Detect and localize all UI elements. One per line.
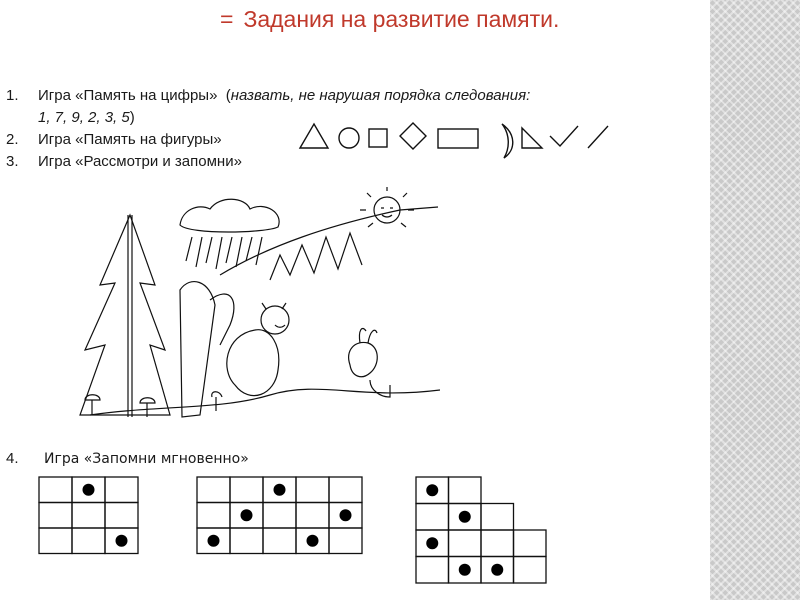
grid-cell: [39, 528, 72, 554]
memory-grid-1: [38, 476, 142, 556]
grid-cell: [72, 528, 105, 554]
task-1: 1. Игра «Память на цифры» (назвать, не нарушая порядка следования:: [6, 87, 531, 104]
forest-scene-illustration: [70, 185, 440, 430]
triangle-shape: [300, 124, 328, 148]
grid-cell: [230, 477, 263, 503]
grid-dot: [116, 535, 128, 547]
page-title: [220, 6, 559, 33]
grid-dot: [83, 484, 95, 496]
grid-dot: [426, 537, 438, 549]
square-shape: [369, 129, 387, 147]
grid-cell: [329, 477, 362, 503]
grid-dot: [274, 484, 286, 496]
grid-cell: [514, 530, 547, 557]
grid-dot: [459, 564, 471, 576]
tree-left: [80, 215, 170, 415]
crescent-shape: [502, 124, 513, 158]
task-2: [6, 130, 222, 150]
memory-grid-2: [196, 476, 364, 556]
task-1-digits: 1, 7, 9, 2, 3, 5: [38, 109, 130, 126]
task-1-label: Игра «Память на цифры»: [38, 87, 218, 104]
grid-cell: [263, 528, 296, 554]
line-shape: [588, 126, 608, 148]
task-1-continuation: 1, 7, 9, 2, 3, 5): [38, 109, 135, 126]
bear: [227, 330, 279, 396]
grid-dot: [208, 535, 220, 547]
grid-cell: [72, 503, 105, 529]
title-text: Задания на развитие памяти.: [243, 6, 560, 32]
task-2-number: 2.: [6, 131, 19, 148]
grid-cell: [514, 557, 547, 584]
task-1-note: назвать, не нарушая порядка следования:: [230, 87, 531, 104]
grid-cell: [197, 477, 230, 503]
grid-dot: [241, 509, 253, 521]
hare: [349, 342, 378, 376]
shape-sequence: [298, 118, 618, 160]
task-4-number: 4.: [6, 450, 19, 467]
hill-trees: [270, 233, 362, 280]
grid-dot: [307, 535, 319, 547]
task-3: [6, 152, 242, 172]
task-4-label: Игра «Запомни мгновенно»: [44, 451, 249, 467]
right-triangle-shape: [522, 128, 542, 148]
grid-cell: [481, 504, 514, 531]
grid-dot: [491, 564, 503, 576]
tree-trunk: [180, 282, 215, 417]
task-3-label: Игра «Рассмотри и запомни»: [38, 153, 242, 170]
title-equals-sign: =: [220, 6, 234, 32]
grid-cell: [481, 530, 514, 557]
task-3-number: 3.: [6, 153, 19, 170]
side-decoration-strip: [710, 0, 800, 600]
grid-cell: [105, 503, 138, 529]
rhombus-shape: [400, 123, 426, 149]
circle-shape: [339, 128, 359, 148]
task-2-label: Игра «Память на фигуры»: [38, 131, 222, 148]
grid-cell: [230, 528, 263, 554]
grid-cell: [197, 503, 230, 529]
task-1-number: 1.: [6, 87, 19, 104]
grid-cell: [39, 503, 72, 529]
check-mark-shape: [550, 126, 578, 146]
grid-cell: [449, 530, 482, 557]
rectangle-shape: [438, 129, 478, 148]
grid-cell: [105, 477, 138, 503]
grid-cell: [416, 557, 449, 584]
grid-cell: [296, 477, 329, 503]
grid-dot: [340, 509, 352, 521]
grid-dot: [459, 511, 471, 523]
grid-cell: [449, 477, 482, 504]
task-4: [6, 450, 249, 467]
grid-cell: [329, 528, 362, 554]
grid-cell: [416, 504, 449, 531]
grid-cell: [296, 503, 329, 529]
memory-grid-3: [415, 476, 547, 584]
grid-dot: [426, 484, 438, 496]
cloud: [180, 199, 279, 232]
grid-cell: [39, 477, 72, 503]
grid-cell: [263, 503, 296, 529]
sun: [374, 197, 400, 223]
